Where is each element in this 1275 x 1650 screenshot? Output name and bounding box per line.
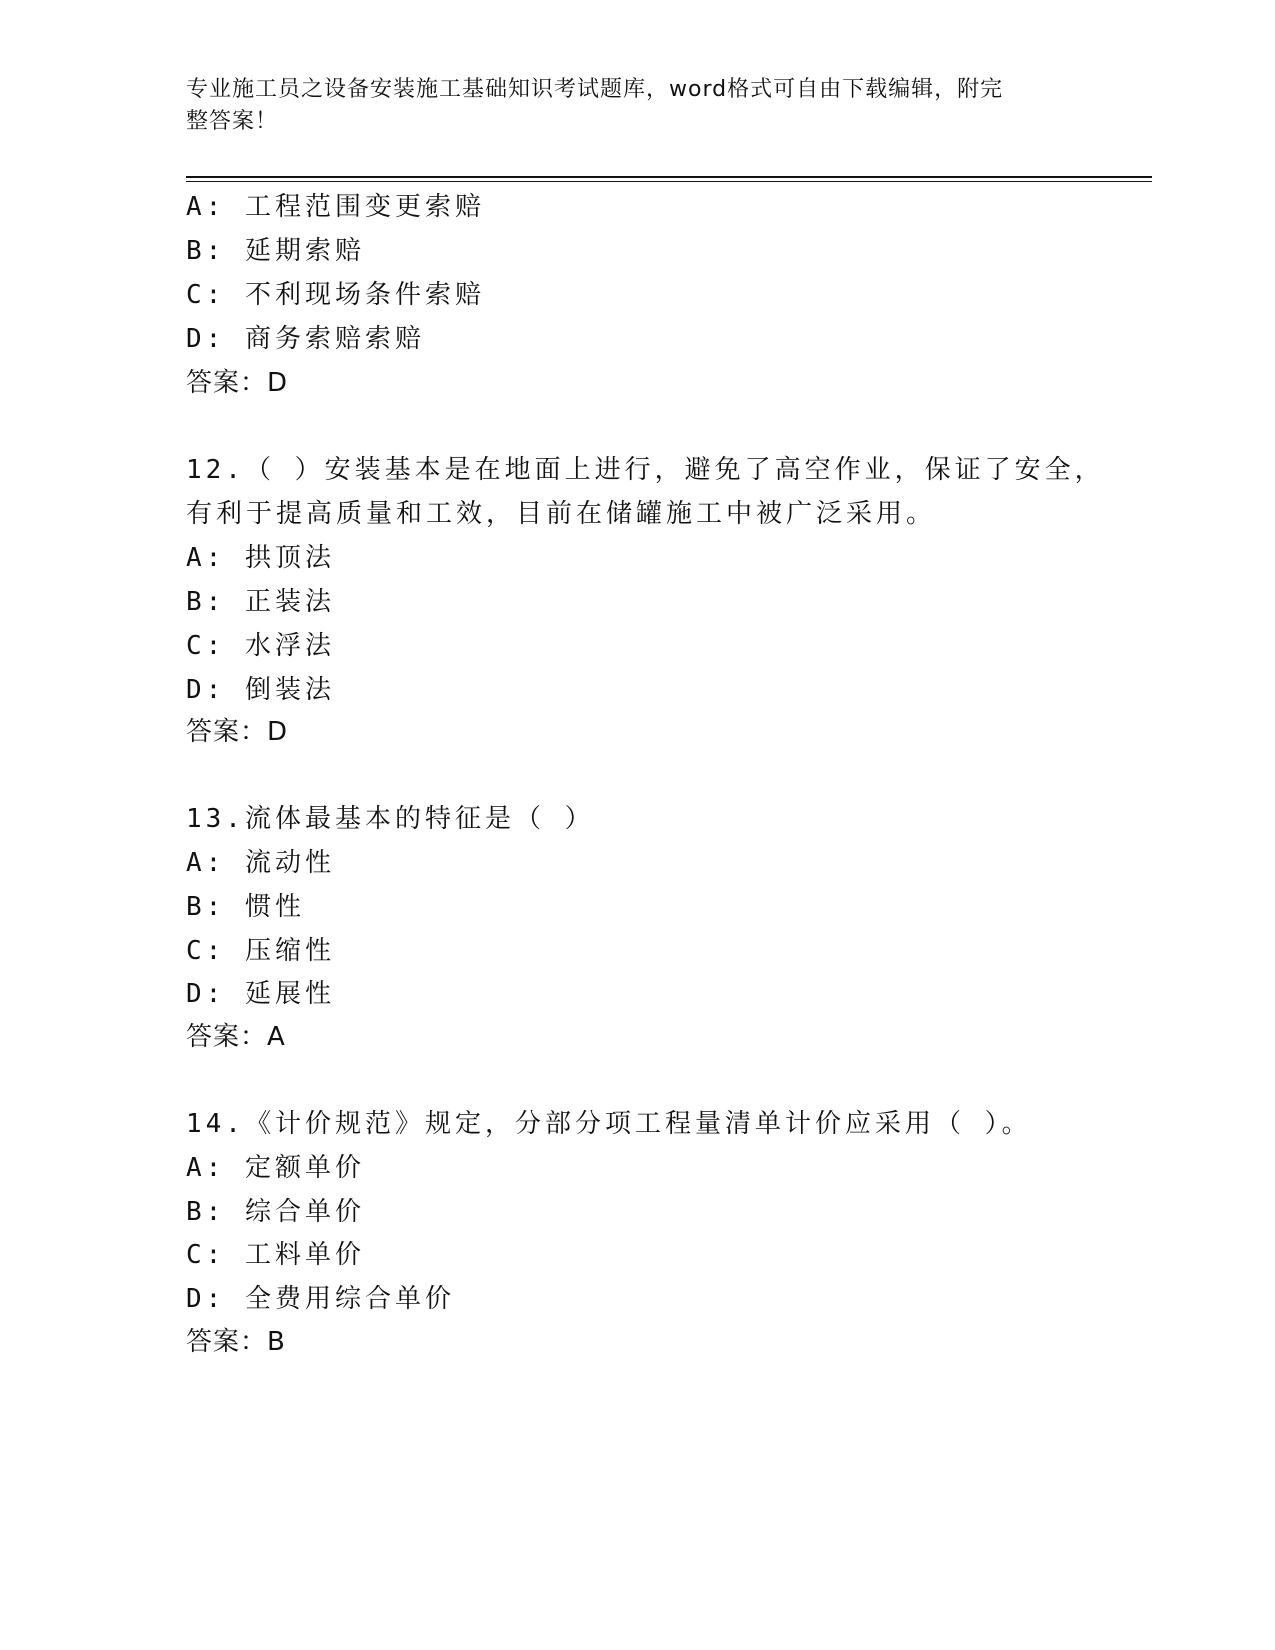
q12-option-a: A: 拱顶法	[186, 543, 335, 573]
q13-option-b: B: 惯性	[186, 892, 305, 922]
q14-option-a: A: 定额单价	[186, 1153, 365, 1183]
q11-option-b: B: 延期索赔	[186, 236, 365, 266]
q13-stem: 13.流体最基本的特征是（ ）	[186, 804, 595, 834]
q14-answer: 答案：B	[186, 1327, 286, 1357]
q14-option-b: B: 综合单价	[186, 1197, 365, 1227]
q13-option-d: D: 延展性	[186, 979, 335, 1009]
header-divider-thick	[186, 176, 1152, 178]
header-divider-thin	[186, 181, 1152, 182]
q12-stem-line-1: 12.（ ）安装基本是在地面上进行，避免了高空作业，保证了安全，	[186, 455, 1105, 485]
q14-option-d: D: 全费用综合单价	[186, 1284, 455, 1314]
q13-option-a: A: 流动性	[186, 848, 335, 878]
q12-stem-line-2: 有利于提高质量和工效，目前在储罐施工中被广泛采用。	[186, 499, 937, 529]
q12-option-b: B: 正装法	[186, 587, 335, 617]
document-header	[186, 74, 1066, 138]
q12-option-d: D: 倒装法	[186, 675, 335, 705]
q11-option-c: C: 不利现场条件索赔	[186, 280, 485, 310]
q13-option-c: C: 压缩性	[186, 936, 335, 966]
q13-answer: 答案：A	[186, 1022, 286, 1052]
header-line-1: 专业施工员之设备安装施工基础知识考试题库，word格式可自由下载编辑，附完	[186, 77, 1004, 102]
header-line-2: 整答案！	[186, 109, 279, 134]
q11-answer: 答案：D	[186, 368, 289, 398]
q11-option-a: A: 工程范围变更索赔	[186, 192, 485, 222]
q11-option-d: D: 商务索赔索赔	[186, 324, 425, 354]
q12-option-c: C: 水浮法	[186, 631, 335, 661]
q14-stem: 14.《计价规范》规定，分部分项工程量清单计价应采用（ ）。	[186, 1109, 1032, 1139]
q12-answer: 答案：D	[186, 717, 289, 747]
q14-option-c: C: 工料单价	[186, 1240, 365, 1270]
